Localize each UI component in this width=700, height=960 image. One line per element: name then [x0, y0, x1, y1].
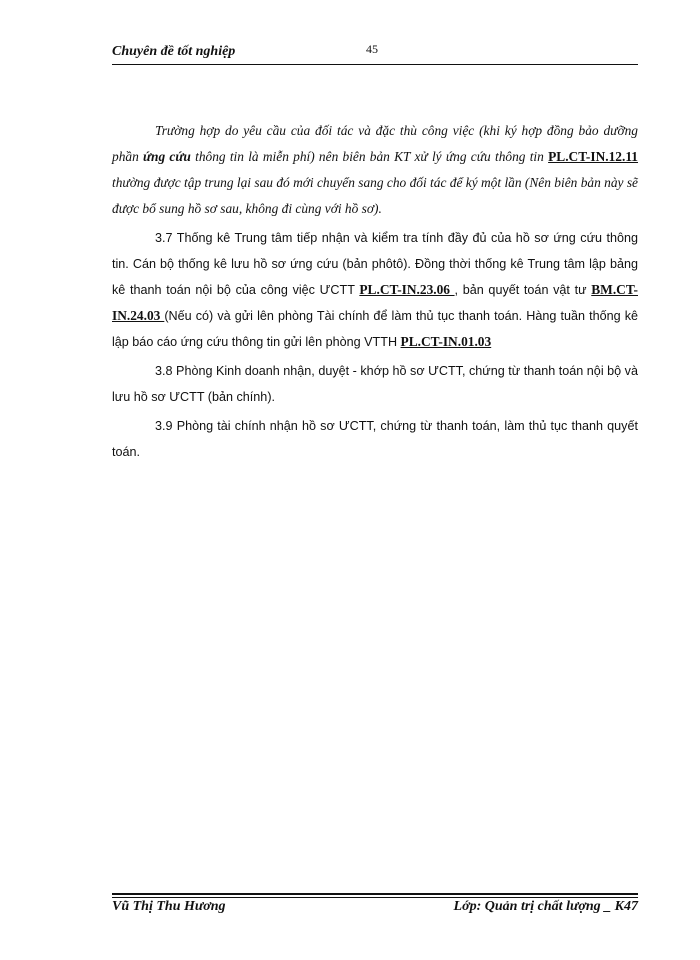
text-run: thường được tập trung lại sau đó mới chuyển sang cho đối tác để ký một lần (Nên biên bản này sẽ được bổ sung hồ sơ sau, không đi cùng với hồ sơ). — [112, 175, 638, 216]
paragraph-3-7 — [112, 225, 638, 355]
form-reference-link[interactable]: PL.CT-IN.01.03 — [400, 334, 492, 349]
paragraph-3-9: 3.9 Phòng tài chính nhận hồ sơ ƯCTT, chứng từ thanh toán, làm thủ tục thanh quyết toán. — [112, 419, 638, 459]
page-header — [112, 44, 638, 66]
form-reference-link[interactable]: PL.CT-IN.12.11 — [548, 149, 639, 164]
header-title: Chuyên đề tốt nghiệp — [112, 44, 236, 59]
footer-class: Lớp: Quản trị chất lượng _ K47 — [453, 899, 638, 914]
text-run: , bản quyết toán vật tư — [454, 283, 592, 297]
form-reference-link[interactable]: BM.CT-IN.24.03 — [112, 282, 638, 323]
footer-author: Vũ Thị Thu Hương — [112, 899, 226, 914]
text-run: 3.7 Thống kê Trung tâm tiếp nhận và kiểm tra tính đầy đủ của hồ sơ ứng cứu thông tin. Cán bộ thống kê lưu hồ sơ ứng cứu (bản phôtô). Đồng thời thống kê Trung tâm lập bảng kê thanh toán nội bộ của công việc ƯCTT — [112, 231, 638, 297]
document-body — [112, 118, 638, 468]
page-number: 45 — [366, 42, 378, 56]
emphasis-text: ứng cứu — [143, 149, 191, 164]
text-run: (Nếu có) và gửi lên phòng Tài chính để làm thủ tục thanh toán. Hàng tuần thống kê lập báo cáo ứng cứu thông tin gửi lên phòng VTTH — [112, 309, 638, 349]
text-run: thông tin là miễn phí) nên biên bản KT xử lý ứng cứu thông tin — [190, 149, 549, 164]
paragraph-partner-case — [112, 118, 638, 222]
footer-rule — [112, 893, 638, 895]
footer-rule-thin — [112, 897, 638, 898]
text-run: Trường hợp do yêu cầu của đối tác và đặc thù công việc (khi ký hợp đồng bảo dưỡng phần — [112, 123, 638, 164]
form-reference-link[interactable]: PL.CT-IN.23.06 — [359, 282, 455, 297]
header-rule — [112, 64, 638, 65]
paragraph-3-8: 3.8 Phòng Kinh doanh nhận, duyệt - khớp hồ sơ ƯCTT, chứng từ thanh toán nội bộ và lưu hồ sơ ƯCTT (bản chính). — [112, 364, 638, 404]
